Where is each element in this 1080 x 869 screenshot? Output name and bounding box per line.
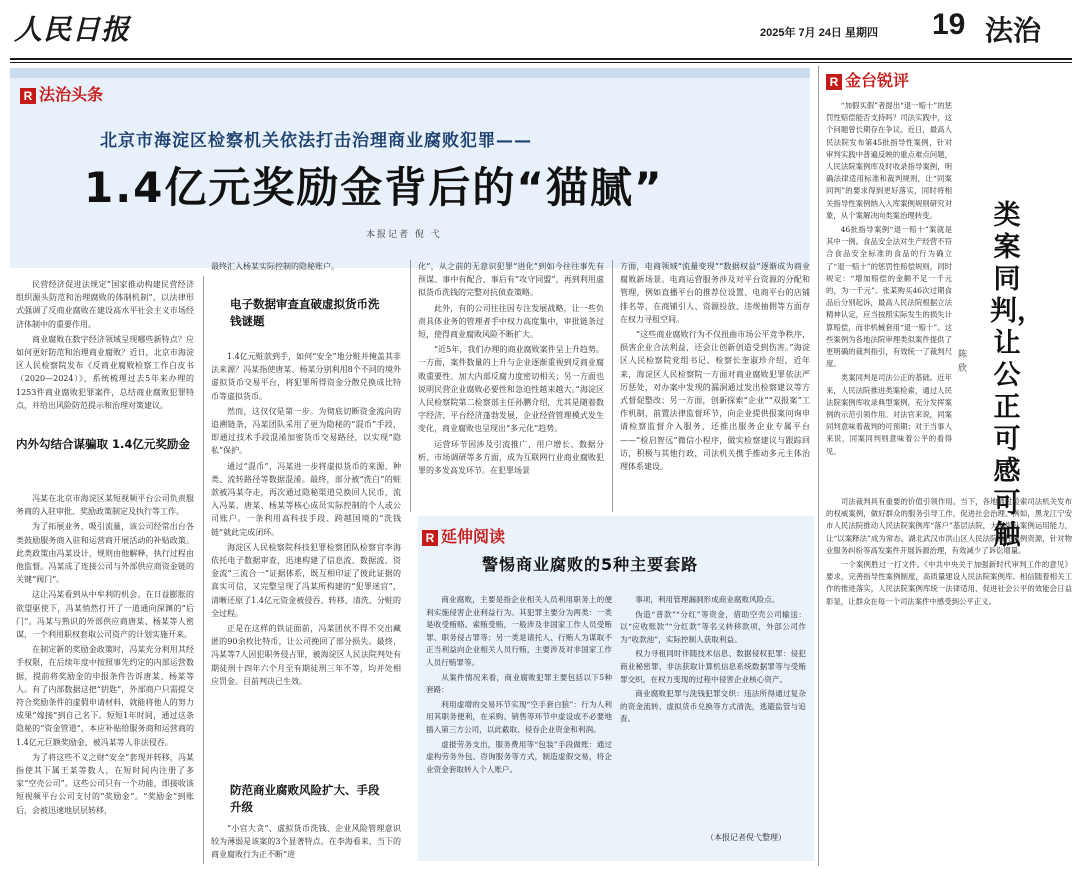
article-column-2-tail: [211, 822, 401, 864]
lead-headline-band: [10, 68, 810, 78]
paragraph: “加假买假”者提出“退一赔十”的惩罚性赔偿能否支持吗？司法实践中，这个问题曾长期存在争议。近日，最高人民法院发布第45批指导性案例，针对审判实践中普遍反映的重点难点问题，人民法院案例库及时收录指导案例，明确法律适用标准和裁判规则，让“同案同判”的要求得到更好落实，同时将相关指导性案例纳入入库案例规则研究对象，从个案解决向类案治理转变。: [826, 101, 952, 220]
column-2-subhead: 电子数据审查直破虚拟货币洗钱谜题: [230, 297, 380, 328]
column-divider: [818, 66, 819, 866]
paragraph: 46批指导案例“退一赔十”案就是其中一例。食品安全法对生产经营不符合食品安全标准的食品的行为确立了“退一赔十”的惩罚性赔偿规则，同时规定：“增加赔偿的金额不足一千元的，为一千元”。张某购买46次过期食品后分别起诉，最高人民法院根据立法精神认定，应当按照实际发生的损失计算赔偿，而非机械套用“退一赔十”。这些案例为各地法院审理类似案件提供了更明确的裁判指引，有效统一了裁判尺度。: [826, 225, 952, 369]
issue-date: 2025年 7月 24日 星期四: [760, 27, 878, 39]
commentary-section-tag: R 金台锐评: [826, 68, 909, 91]
paragraph: 为了将这些不义之财“安全”套现并转移，冯某指使其下属王某等数人，在短时间内注册了多家“空壳公司”。这些公司只有一个功能，即接收该短视频平台公司支付的“奖励金”。“奖励金”到账后，会被迅速地层层转移，: [16, 752, 194, 815]
page-section-title: 法治: [985, 14, 1042, 47]
paragraph: 正是在这样的铁证面前，冯某团伙不得不交出藏匿的90余枚比特币，让公司挽回了部分损失。最终，冯某等7人因犯职务侵占罪，被海淀区人民法院判处有期徒刑十四年六个月至有期徒刑三年不等，均并处相应罚金。目前判决已生效。: [211, 624, 401, 686]
column-2-subhead-2: 防范商业腐败风险扩大、手段升级: [230, 783, 380, 814]
lead-byline: 本报记者 倪 弋: [366, 230, 442, 240]
paragraph: “近5年，我们办理的商业腐败案件呈上升趋势。一方面，案件数量的上升与企业逐渐重视到反商业腐败重要性、加大内部反腐力度密切相关；另一方面也说明民营企业腐败必要性和急迫性越来越大。”海淀区人民检察院第二检察部主任孙鹏介绍，尤其是随着数字经济、平台经济蓬勃发展，企业经营管理模式发生变化，商业腐败也呈现出“多元化”趋势。: [418, 345, 604, 434]
paragraph: “这些商业腐败行为不仅扭曲市场公平竞争秩序，损害企业合法利益，还会让创新创造受到伤害。”海淀区人民检察院党组书记、检察长奎淑珍介绍，近年来，海淀区人民检察院一方面对商业腐败犯罪依法严厉惩处，对办案中发现的漏洞通过发出检察建议等方式督促整改；另一方面，创新探索“企业”“双报案”工作机制，前置法律监督环节，向企业提供报案问询申请检察监督介入服务，还推出服务企业专属平台——“检启智远”微信小程序，做实检察建议与跟踪回访，积极与其他行政，司法机关携手推动多元主体治理体系建设。: [620, 330, 810, 472]
column-divider: [203, 276, 204, 864]
article-column-1-intro: [16, 278, 194, 410]
paragraph: 伪造“普款”“分红”等资金，借助空壳公司输送：以“应收账款”“分红款”等名义转移款项，外部公司作为“收款池”，实际控制人获取利益。: [620, 609, 806, 644]
commentary-body-bottom: [826, 496, 1072, 862]
paragraph: 这让冯某看到从中牟利的机会。在日益膨胀的欲望驱使下，冯某悄然打开了一道通向深渊的“后门”。冯某与熟识的外部供应商唐某、杨某等人密谋，一个利用职权套取公司资产的计划实施开来。: [16, 590, 194, 640]
extension-section-tag: R 延伸阅读: [422, 524, 505, 547]
extension-column-left: [426, 594, 612, 856]
paragraph: 为了拓展业务、吸引流量，该公司经常出台各类鼓励服务商入驻和运营商开展活动的补贴政策。此类政策由冯某设计，规则由他解释，执行过程由他监督。冯某成了连接公司与外部供应商资金链的关键“阀门”。: [16, 522, 194, 585]
paragraph: 一个案例胜过一打文件。《中共中央关于加强新时代审判工作的意见》要求，完善指导性案例制度，高质量建设人民法院案例库。相信随着相关工作的推进落实，人民法院案例库统一法律适用、促进社会公平的效能会日益彰显，让群众在每一个司法案件中感受到公平正义。: [826, 560, 1072, 606]
paper-name-logo: 人民日报: [14, 13, 131, 46]
paragraph: 商业腐败犯罪与洗钱犯罪交织：违法所得通过复杂的资金流转、虚拟货币兑换等方式清洗，逃避监管与追查。: [620, 689, 806, 724]
commentary-author: 陈 欣: [958, 350, 968, 374]
commentary-body-top: [826, 100, 952, 490]
paragraph: 利用虚增的交易环节实现“空手套白狼”：行为人利用其职务便利，在采购、销售等环节中虚设或不必要地插入第三方公司，以此截取、侵吞企业资金和利润。: [426, 699, 612, 734]
paragraph: 权力寻租同时伴随技术信息、数据侵权犯罪：侵犯商业秘密罪、非法获取计算机信息系统数据罪等与受贿罪交织，在权力变现的过程中侵害企业核心资产。: [620, 649, 806, 684]
paragraph: 事项，利用管理漏洞形成商业腐败风险点。: [635, 595, 780, 604]
paragraph: 从案件情况来看，商业腐败犯罪主要包括以下5种套路：: [426, 672, 612, 695]
extension-title: 警惕商业腐败的5种主要套路: [482, 555, 699, 574]
paragraph: 然而，这仅仅是第一步。为彻底切断资金流向的追溯链条，冯某团队采用了更为隐秘的“混币”手段，即通过技术手段混淆加密货币交易路径，以实现“隐私”保护。: [211, 406, 401, 456]
page-number: 19: [932, 8, 966, 41]
extension-credit: （本报记者倪弋整理）: [706, 833, 786, 842]
paragraph: 最终汇入杨某实际控制的隐秘账户。: [211, 262, 339, 271]
paragraph: 方面，电商领域“流量变现”“数据权益”逐渐成为商业腐败新场景。电商运营服务涉及对平台资源的分配和管理，例如直播平台的推荐位设置、电商平台的店铺排名等，在商铺引人、资源投放、违规抽佣等方面存在权力寻租空间。: [620, 262, 810, 324]
lead-kicker: 北京市海淀区检察机关依法打击治理商业腐败犯罪——: [100, 131, 532, 151]
extension-column-right: [620, 594, 806, 828]
paragraph: 虚报劳务支出，服务费用等“包装”手段做账：通过虚构劳务外包、咨询服务等方式，制造虚假交易，将企业资金套取转入个人账户。: [426, 739, 612, 774]
paragraph: 此外，有的公司往往因专注发展战略，让一些负责具体业务的管理者手中权力高度集中，审批链条过短，使得商业腐败风险不断扩大。: [418, 303, 604, 340]
r-logo-icon: R: [422, 530, 438, 546]
paragraph: 运营环节因涉及引流推广、用户增长、数据分析、市场调研等多方面，成为互联网行业商业腐败犯罪的多发高发环节。在犯罪场景: [418, 439, 604, 476]
article-column-2-top: [211, 260, 401, 274]
paragraph: 在制定新的奖励金政策时，冯某充分利用其经手权限，在后续年度中按照事先约定的内部运营数据，提前将奖励金的申报条件告诉唐某、杨某等人。有了内部数据这把“钥匙”，外部商户只需提交符合奖励条件的虚假申请材料，就能将他人的努力成果“嫁接”到自己名下。短短1年时间，通过这条隐秘的“资金管道”，本应补贴给服务商和运营商的1.4亿元巨额奖励金，被冯某等人非法侵吞。: [16, 645, 194, 747]
r-logo-icon: R: [20, 88, 36, 104]
column-1-subhead: 内外勾结合谋骗取 1.4亿元奖励金: [16, 437, 190, 451]
article-column-4: [620, 260, 810, 512]
paragraph: 海淀区人民检察院科技犯罪检察团队检察官李海依托电子数据审查，迅速构建了信息流、数据流、资金流“三流合一”证据体系，既互相印证了彼此证据的真实可信，又完整呈现了冯某所构建的“犯罪迷宫”，清晰还原了1.4亿元资金被侵吞、转移、清洗、分赃的全过程。: [211, 542, 401, 618]
paragraph: 民营经济促进法规定“国家推动构建民营经济组织源头防范和治理腐败的体制机制”，以法律形式强调了反商业腐败在建设高水平社会主义市场经济体制中的重要作用。: [16, 280, 194, 329]
paragraph: 通过“混币”，冯某进一步将虚拟货币的来源、种类、流转路径等数据混淆。最终，部分被“洗白”的赃款被冯某夺走，再次通过隐秘渠道兑换回人民币，流入冯某、唐某、杨某等核心成员实际控制的个人或公司账户。一条利用高科技手段、跨越国境的“洗钱链”就此完成闭环。: [211, 461, 401, 537]
paragraph: 司法裁判具有重要的价值引领作用。当下，各地通过检索司法机关发布的权威案例，做好群众的服务引导工作，促进社会治理。例如，黑龙江宁安市人民法院推动人民法院案例库“落户”基层法院，大力提升案例运用能力，让“以案释法”成为常态。湖北武汉市洪山区人民法院依托案例资源，针对物业服务纠纷等高发案件开展诉源治理，有效减少了诉讼增量。: [826, 497, 1072, 555]
masthead: [0, 0, 1080, 62]
masthead-rule-thin: [10, 62, 1072, 63]
paragraph: 1.4亿元赃款到手，如何“安全”地分赃并掩盖其非法来源？冯某指使唐某、杨某分别利用8个不同的境外虚拟货币交易平台，将犯罪所得资金分散兑换成比特币等虚拟货币。: [211, 352, 401, 401]
masthead-rule: [10, 58, 1072, 60]
r-logo-icon: R: [826, 74, 842, 90]
lead-headline: 1.4亿元奖励金背后的“猫腻”: [84, 163, 664, 212]
column-divider: [612, 260, 613, 512]
column-divider: [410, 260, 411, 512]
paragraph: 商业腐败在数字经济领域呈现哪些新特点？应如何更好防范和治理商业腐败？近日，北京市海淀区人民检察院发布《反商业腐败检察工作白皮书（2020—2024）》，系统梳理过去5年来办理的1253件商业腐败犯罪案件，总结商业腐败犯罪特点，并给出风险防范提示和治理对策建议。: [16, 334, 194, 410]
commentary-title: 类案同判，让公正可感可触: [990, 200, 1044, 551]
paragraph: 冯某在北京市海淀区某短视频平台公司负责服务商的入驻审批、奖励政策制定及执行等工作。: [16, 494, 194, 517]
lead-section-tag: R 法治头条: [20, 82, 103, 105]
paragraph: 化”，从之前的无意识犯罪“进化”到如今往往事先有预谋、事中有配合、事后有“攻守同盟”，再到利用虚拟货币洗钱的完整对抗侦查策略。: [418, 262, 604, 298]
article-column-1-body: [16, 492, 194, 864]
article-column-3: [418, 260, 604, 512]
paragraph: “小官大贪”、虚拟货币洗钱、企业风险管理意识较为薄弱是该案的3个显著特点。在李海看来，当下的商业腐败行为正不断“进: [211, 824, 401, 860]
article-column-2-body: [211, 350, 401, 686]
paragraph: 商业腐败，主要是指企业相关人员利用职务上的便利实施侵害企业利益行为。其犯罪主要分为两类：一类是收受贿赂、索贿受贿，一般涉及非国家工作人员受贿罪、职务侵占罪等；另一类是请托人、行贿人为谋取不正当利益向企业相关人员行贿，主要涉及对非国家工作人员行贿罪等。: [426, 595, 612, 667]
paragraph: 类案同判是司法公正的基础。近年来，人民法院推进类案检索，通过人民法院案例库收录典型案例，充分发挥案例的示范引领作用。对法官来说，同案同判意味着裁判的可预期；对于当事人来说，同案同判则意味着公平的看得见。: [826, 373, 952, 456]
